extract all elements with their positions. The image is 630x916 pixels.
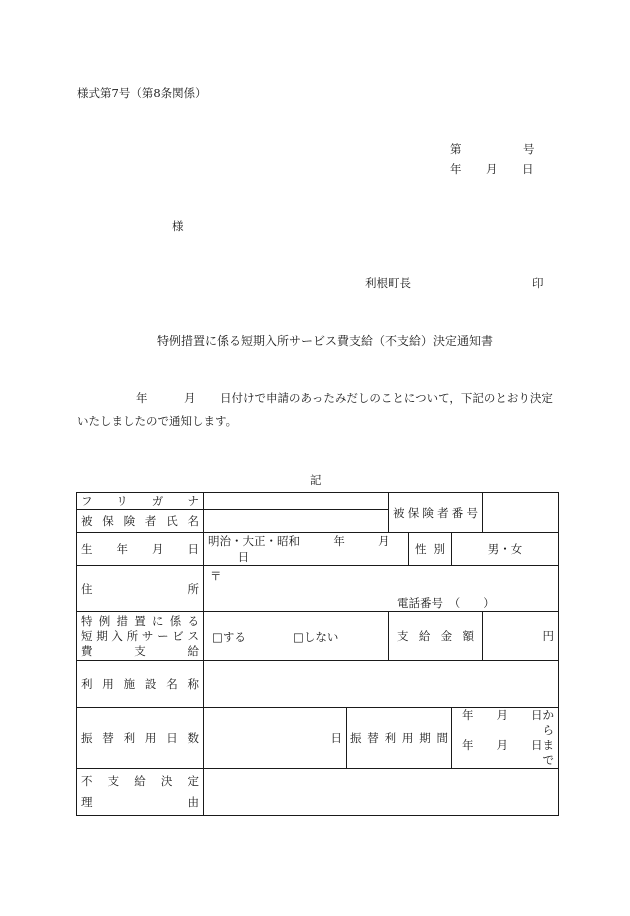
transfer-days-field[interactable]: 日	[204, 708, 347, 769]
decision-options[interactable]	[204, 612, 389, 661]
ki-label: 記	[310, 473, 322, 487]
sex-label: 性別	[409, 533, 452, 566]
issue-date-day: 日	[522, 162, 534, 176]
insured-name-field[interactable]	[204, 510, 389, 533]
birth-eras: 明治・大正・昭和	[208, 534, 300, 548]
amount-label: 支給金額	[389, 612, 483, 661]
period-from: 年 月 日から	[462, 708, 554, 737]
postal-mark: 〒	[210, 569, 222, 583]
measure-label: 特例措置に係る 短期入所サービス 費支給	[77, 612, 204, 661]
sex-field[interactable]: 男・女	[452, 533, 559, 566]
facility-field[interactable]	[204, 661, 559, 708]
notice-table	[76, 492, 559, 816]
phone-label: 電話番号 （ ）	[397, 596, 495, 610]
document-title: 特例措置に係る短期入所サービス費支給（不支給）決定通知書	[157, 334, 494, 348]
insured-number-label: 被保険者番号	[389, 493, 483, 533]
form-number-label: 様式第7号（第8条関係）	[77, 86, 207, 100]
amount-field[interactable]: 円	[483, 612, 559, 661]
option-no-checkbox[interactable]: □しない	[293, 630, 339, 644]
birth-date-field[interactable]	[204, 533, 409, 566]
table-row-birth	[77, 533, 559, 566]
body-line1-text: 日付けで申請のあったみだしのことについて，下記のとおり決定	[220, 391, 553, 405]
transfer-period-field[interactable]	[452, 708, 559, 769]
table-row-reason	[77, 769, 559, 816]
body-line2-text: いたしましたので通知します。	[77, 414, 238, 428]
notice-body	[77, 387, 559, 433]
table-row-furigana	[77, 493, 559, 510]
reason-label: 不支給決定 理由	[77, 769, 204, 816]
body-year: 年	[136, 391, 148, 405]
option-yes-checkbox[interactable]: □する	[212, 630, 246, 644]
table-row-facility	[77, 661, 559, 708]
birth-month: 月	[378, 534, 390, 548]
document-number-prefix: 第	[450, 142, 462, 156]
birth-date-label: 生年月日	[77, 533, 204, 566]
issue-date-year: 年	[450, 162, 462, 176]
transfer-period-label: 振替利用期間	[347, 708, 452, 769]
period-to: 年 月 日まで	[462, 738, 554, 767]
furigana-label: フリガナ	[77, 493, 204, 510]
insured-number-field[interactable]	[483, 493, 559, 533]
document-number-suffix: 号	[523, 142, 535, 156]
address-label: 住所	[77, 566, 204, 612]
facility-label: 利用施設名称	[77, 661, 204, 708]
sender-name: 利根町長	[365, 276, 411, 290]
birth-year: 年	[333, 534, 345, 548]
table-row-transfer	[77, 708, 559, 769]
birth-day: 日	[237, 550, 250, 564]
body-month: 月	[184, 391, 196, 405]
reason-field[interactable]	[204, 769, 559, 816]
address-field[interactable]	[204, 566, 559, 612]
furigana-field[interactable]	[204, 493, 389, 510]
table-row-address	[77, 566, 559, 612]
transfer-days-label: 振替利用日数	[77, 708, 204, 769]
issue-date-month: 月	[486, 162, 498, 176]
addressee-honorific: 様	[172, 219, 184, 233]
table-row-measure	[77, 612, 559, 661]
seal-mark: 印	[532, 276, 544, 290]
insured-name-label: 被保険者氏名	[77, 510, 204, 533]
